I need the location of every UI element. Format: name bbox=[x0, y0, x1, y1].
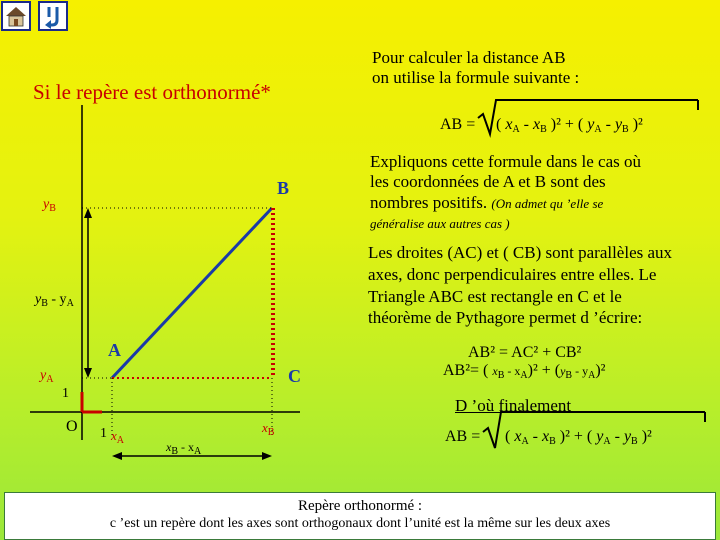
section-heading: Si le repère est orthonormé* bbox=[33, 80, 271, 104]
formula-body: ( $x_A - x_B$ )² + ( $y_A - y_B$ )² bbox=[496, 116, 643, 135]
explain-line-2: les coordonnées de A et B sont des bbox=[370, 172, 606, 191]
footer-definition-box bbox=[4, 492, 716, 540]
reasoning-line-4: théorème de Pythagore permet d ’écrire: bbox=[368, 308, 643, 327]
pythagore-eq-1: AB² = AC² + CB² bbox=[468, 344, 582, 361]
point-c-label: C bbox=[288, 366, 301, 386]
point-b-label: B bbox=[277, 178, 290, 198]
ydiff-label: $y_B - y_A$ bbox=[35, 292, 74, 309]
footer-title: Repère orthonormé : bbox=[297, 498, 423, 514]
reasoning-line-3: Triangle ABC est rectangle en C et le bbox=[368, 287, 622, 306]
reasoning-line-2: axes, donc perpendiculaires entre elles. Le bbox=[368, 265, 657, 284]
origin-label: O bbox=[66, 418, 78, 435]
intro-line-2: on utilise la formule suivante : bbox=[372, 68, 580, 87]
xb-label: $x_B$ bbox=[262, 420, 275, 438]
explain-line-1: Expliquons cette formule dans le cas où bbox=[370, 152, 641, 171]
ya-label: $y_A$ bbox=[40, 368, 54, 385]
segment-ab bbox=[112, 208, 272, 378]
final-lhs: AB = bbox=[445, 428, 481, 445]
reasoning-line-1: Les droites (AC) et ( CB) sont parallèles aux bbox=[368, 243, 673, 262]
final-body: ( $x_A - x_B$ )² + ( $y_A - y_B$ )² bbox=[505, 428, 652, 447]
intro-line-1: Pour calculer la distance AB bbox=[372, 48, 566, 67]
footer-text: c ’est un repère dont les axes sont orthogonaux dont l’unité est la même sur les deux axes bbox=[109, 516, 611, 531]
final-label: D ’où finalement bbox=[455, 396, 572, 415]
xa-label: $x_A$ bbox=[111, 428, 125, 446]
unit-x-label: 1 bbox=[100, 426, 107, 441]
yb-label: $y_B$ bbox=[43, 197, 56, 214]
xdiff-label: $x_B - x_A$ bbox=[166, 440, 202, 457]
formula-lhs: AB = bbox=[440, 116, 476, 133]
pythagore-eq-2: AB²= ( $x_B - x_A)^2 + (y_B - y_A)^2$ bbox=[443, 362, 606, 381]
unit-y-label: 1 bbox=[62, 386, 69, 401]
point-a-label: A bbox=[108, 340, 121, 360]
explain-line-3: nombres positifs. (On admet qu ’elle se bbox=[370, 193, 604, 212]
explain-note: généralise aux autres cas ) bbox=[370, 216, 510, 231]
